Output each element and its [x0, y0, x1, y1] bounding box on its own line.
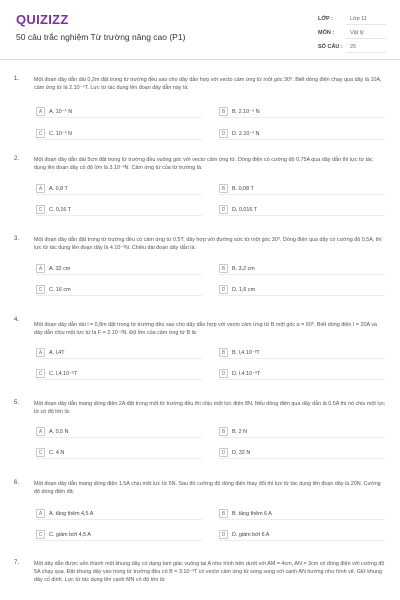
option-letter-box: C	[36, 205, 45, 214]
option-letter-box: B	[219, 264, 228, 273]
option-letter-box: A	[36, 184, 45, 193]
option-letter-box: B	[219, 107, 228, 116]
option-c[interactable]	[36, 447, 202, 459]
option-letter-box: A	[36, 264, 45, 273]
option-a[interactable]	[36, 426, 202, 438]
question-text: Một đoạn dây dẫn đặt trong từ trường đều có cảm ứng từ 0,5T, dây hợp với đường sức từ một góc 30⁰. Dòng điện qua dây có cường độ 0,5A, thì lực từ tác dụng lên đoạn dây là 4.10⁻²N. Chiều dài đoạn dây dẫn là:	[34, 237, 382, 251]
option-c[interactable]	[36, 529, 202, 541]
option-letter-box: B	[219, 348, 228, 357]
option-letter-box: D	[219, 205, 228, 214]
question-text: Một đoạn dây dẫn dài 0,2m đặt trong từ trường đều sao cho dây dẫn hợp với vecto cảm ứng từ một góc 30⁰. Biết dòng điện chạy qua dây là 10A, cảm ứng từ là 2.10⁻⁴T. Lực từ tác dụng lên đoạn dây dẫn này là:	[34, 77, 382, 91]
option-text: B. 0,08 T	[232, 185, 254, 192]
option-letter-box: C	[36, 285, 45, 294]
meta-value: 25	[346, 42, 386, 53]
option-text: D. 1,6 cm	[232, 286, 256, 293]
option-c[interactable]	[36, 204, 202, 216]
option-text: A. 0,8 T	[49, 185, 68, 192]
option-text: D. l.4.10⁻³T	[232, 370, 261, 377]
meta-key: SỐ CÂU :	[318, 44, 343, 50]
meta-key: LỚP :	[318, 16, 333, 22]
option-a[interactable]	[36, 508, 202, 520]
question-number: 7.	[14, 560, 20, 566]
option-letter-box: C	[36, 369, 45, 378]
option-d[interactable]	[219, 128, 385, 140]
option-text: A. 32 cm	[49, 265, 71, 272]
option-text: C. l,4.10⁻²T	[49, 370, 78, 377]
option-b[interactable]	[219, 347, 385, 359]
question-number: 3.	[14, 236, 20, 242]
question-number: 4.	[14, 317, 20, 323]
option-text: B. 2 N	[232, 428, 247, 435]
option-text: C. giảm bớt 4,5 A	[49, 531, 91, 538]
option-b[interactable]	[219, 426, 385, 438]
option-b[interactable]	[219, 106, 385, 118]
option-text: D. 32 N	[232, 449, 251, 456]
option-letter-box: C	[36, 129, 45, 138]
option-text: B. 2.10⁻⁴ N	[232, 108, 260, 115]
option-c[interactable]	[36, 368, 202, 380]
option-text: C. 4 N	[49, 449, 65, 456]
option-d[interactable]	[219, 368, 385, 380]
meta-row-class	[318, 12, 386, 26]
option-a[interactable]	[36, 106, 202, 118]
option-letter-box: A	[36, 107, 45, 116]
worksheet-title: 50 câu trắc nghiệm Từ trường nâng cao (P1)	[16, 32, 186, 42]
option-letter-box: A	[36, 509, 45, 518]
option-d[interactable]	[219, 284, 385, 296]
meta-row-subject	[318, 26, 386, 40]
option-text: D. 0,016 T	[232, 206, 258, 213]
option-letter-box: B	[219, 184, 228, 193]
question-number: 2.	[14, 156, 20, 162]
option-c[interactable]	[36, 284, 202, 296]
question-number: 5.	[14, 400, 20, 406]
option-text: B. l,4.10⁻³T	[232, 349, 260, 356]
option-letter-box: D	[219, 285, 228, 294]
option-text: B. 3,2 cm	[232, 265, 255, 272]
worksheet-meta	[318, 12, 386, 54]
option-letter-box: D	[219, 448, 228, 457]
option-letter-box: A	[36, 348, 45, 357]
question-number: 1.	[14, 76, 20, 82]
quizizz-logo: QUIZIZZ	[16, 12, 69, 27]
meta-value: Lớp 11	[346, 14, 386, 25]
option-a[interactable]	[36, 263, 202, 275]
option-letter-box: A	[36, 427, 45, 436]
option-letter-box: B	[219, 427, 228, 436]
option-text: A. l,4T	[49, 349, 65, 356]
question-number: 6.	[14, 480, 20, 486]
option-text: C. 0,16 T	[49, 206, 72, 213]
option-text: A. 0,5 N	[49, 428, 69, 435]
option-text: B. tăng thêm 6 A	[232, 510, 272, 517]
option-b[interactable]	[219, 183, 385, 195]
meta-key: MÔN :	[318, 30, 335, 36]
option-text: D. 2.10⁻³ N	[232, 130, 260, 137]
meta-value: Vật lý	[346, 28, 386, 39]
option-d[interactable]	[219, 447, 385, 459]
option-text: D. giảm bớt 6 A	[232, 531, 270, 538]
option-letter-box: D	[219, 530, 228, 539]
option-letter-box: D	[219, 129, 228, 138]
option-a[interactable]	[36, 347, 202, 359]
option-b[interactable]	[219, 263, 385, 275]
meta-row-count	[318, 40, 386, 54]
option-text: C. 16 cm	[49, 286, 71, 293]
option-a[interactable]	[36, 183, 202, 195]
question-text: Một dây dẫn được uốn thành một khung dây có dạng tam giác vuông tại A như hình bên dưới với AM = 4cm, AN = 3cm có dòng điện với cường độ 5A chạy qua. Đặt khung dây vào trong từ trường đều có B = 3.10⁻³T có vectơ cảm ứng từ song song với cạnh AN hướng như hình vẽ. Giữ khung dây cố định. Lực từ tác dụng lên cạnh MN có độ lớn là:	[34, 561, 385, 583]
question-text: Một đoạn dây dẫn mang dòng điện 1,5A chịu một lực từ 5N. Sau đó cường độ dòng điện thay đổi thì lực từ tác dụng lên đoạn dây là 20N. Cường độ dòng điện đã:	[34, 481, 381, 495]
option-letter-box: C	[36, 530, 45, 539]
worksheet-header	[0, 0, 400, 60]
option-d[interactable]	[219, 529, 385, 541]
option-letter-box: C	[36, 448, 45, 457]
question-text: Một đoạn dây dẫn dài l = 0,8m đặt trong từ trường đều sao cho dây dẫn hợp với vecto cảm ứng từ B một góc α = 60⁰. Biết dòng điện I = 20A và dây dẫn chịu một lực từ là F = 2.10⁻²N. Độ lớn của cảm ứng từ B là:	[34, 322, 378, 336]
option-b[interactable]	[219, 508, 385, 520]
option-text: C. 10⁻³ N	[49, 130, 72, 137]
question-text: Một đoạn dây dẫn mang dòng điện 2A đặt trong một từ trường đều thì chịu một lực điện 8N. Nếu dòng điện qua dây dẫn là 0,5A thì nó chịu một lực từ có độ lớn là:	[34, 401, 385, 415]
question-text: Một đoạn dây dẫn dài 5cm đặt trong từ trường đều vuông góc với vectơ cảm ứng từ. Dòng điện có cường độ 0,75A qua dây dẫn thì lực từ tác dụng lên đoạn dây có độ lớn là 3.10⁻³N. Cảm ứng từ của từ trường là:	[34, 157, 373, 171]
option-d[interactable]	[219, 204, 385, 216]
option-text: A. 10⁻⁴ N	[49, 108, 73, 115]
option-text: A. tăng thêm 4,5 A	[49, 510, 94, 517]
option-letter-box: D	[219, 369, 228, 378]
option-letter-box: B	[219, 509, 228, 518]
option-c[interactable]	[36, 128, 202, 140]
